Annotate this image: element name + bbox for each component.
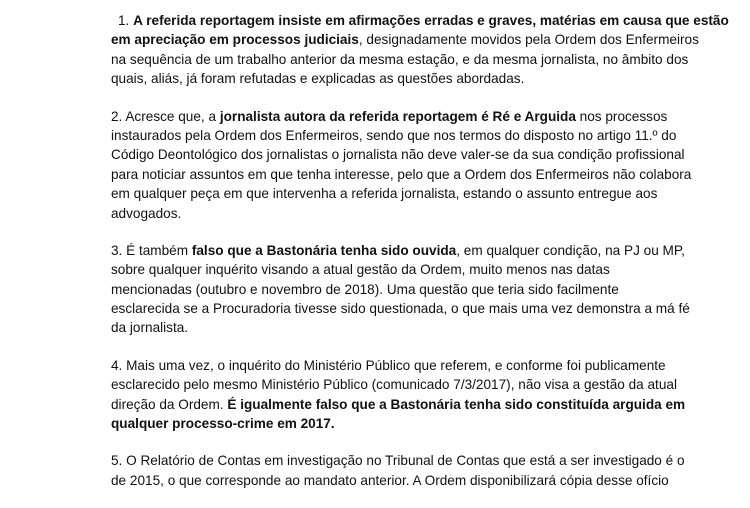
paragraph-3 — [111, 241, 750, 338]
bold-text-run: jornalista autora da referida reportagem é Ré e Arguida — [219, 108, 576, 124]
text-line — [111, 451, 750, 470]
text-line — [111, 356, 750, 375]
bold-text-run: qualquer processo-crime em 2017. — [111, 416, 335, 432]
text-run: 1. — [118, 13, 134, 28]
text-line — [111, 471, 750, 490]
text-line — [111, 11, 750, 30]
text-line — [111, 165, 750, 184]
bold-text-run: falso que a Bastonária tenha sido ouvida — [191, 242, 457, 258]
bold-text-run: A referida reportagem insiste em afirmações erradas e graves, matérias em causa que estão — [133, 13, 729, 28]
text-run: mencionadas (outubro e novembro de 2018). Uma questão que teria sido facilmente — [111, 281, 619, 297]
text-line — [111, 280, 750, 299]
text-run: 4. Mais uma vez, o inquérito do Ministério Público que referem, e conforme foi publicamente — [111, 357, 666, 373]
text-run: para noticiar assuntos em que tenha interesse, pelo que a Ordem dos Enfermeiros não colabora — [111, 166, 692, 182]
text-run: na sequência de um trabalho anterior da mesma estação, e da mesma jornalista, no âmbito dos — [111, 51, 689, 67]
text-run: Código Deontológico dos jornalistas o jornalista não deve valer-se da sua condição profissional — [111, 147, 685, 163]
text-line — [111, 414, 750, 433]
text-run: 2. Acresce que, a — [111, 108, 220, 124]
text-run: quais, aliás, já foram refutadas e explicadas as questões abordadas. — [111, 71, 525, 87]
text-run: 3. É também — [111, 242, 192, 258]
text-run: direção da Ordem. — [111, 396, 228, 412]
bold-text-run: em apreciação em processos judiciais — [111, 32, 359, 48]
paragraph-4 — [111, 356, 750, 434]
text-run: esclarecida se a Procuradoria tivesse sido questionada, o que mais uma vez demonstra a má fé — [111, 301, 690, 317]
text-line — [111, 241, 750, 260]
text-line — [111, 204, 750, 223]
document-body — [111, 11, 750, 508]
text-line — [111, 50, 750, 69]
text-line — [111, 395, 750, 414]
text-line — [111, 184, 750, 203]
text-line — [111, 107, 750, 126]
paragraph-1 — [111, 11, 750, 89]
text-line — [111, 260, 750, 279]
text-run: de 2015, o que corresponde ao mandato anterior. A Ordem disponibilizará cópia desse ofício — [111, 472, 669, 488]
text-run: advogados. — [111, 205, 182, 221]
text-run: nos processos — [575, 108, 668, 124]
text-run: da jornalista. — [111, 320, 189, 336]
text-run: sobre qualquer inquérito visando a atual gestão da Ordem, muito menos nas datas — [111, 262, 610, 278]
text-run: , designadamente movidos pela Ordem dos Enfermeiros — [358, 32, 699, 48]
text-run: 5. O Relatório de Contas em investigação no Tribunal de Contas que está a ser investigado é o — [111, 453, 685, 469]
bold-text-run: É igualmente falso que a Bastonária tenha sido constituída arguida em — [227, 396, 686, 412]
text-line — [111, 126, 750, 145]
text-run: , em qualquer condição, na PJ ou MP, — [456, 242, 685, 258]
text-line — [111, 145, 750, 164]
text-run: instaurados pela Ordem dos Enfermeiros, sendo que nos termos do disposto no artigo 11.º do — [111, 127, 677, 143]
text-line — [111, 299, 750, 318]
text-run: esclarecido pelo mesmo Ministério Público (comunicado 7/3/2017), não visa a gestão da atual — [111, 377, 677, 393]
paragraph-2 — [111, 107, 750, 223]
text-line — [111, 375, 750, 394]
text-line — [111, 318, 750, 337]
text-line — [111, 30, 750, 49]
paragraph-5 — [111, 451, 750, 490]
text-run: em qualquer peça em que intervenha a referida jornalista, estando o assunto entregue aos — [111, 186, 658, 202]
text-line — [111, 69, 750, 88]
